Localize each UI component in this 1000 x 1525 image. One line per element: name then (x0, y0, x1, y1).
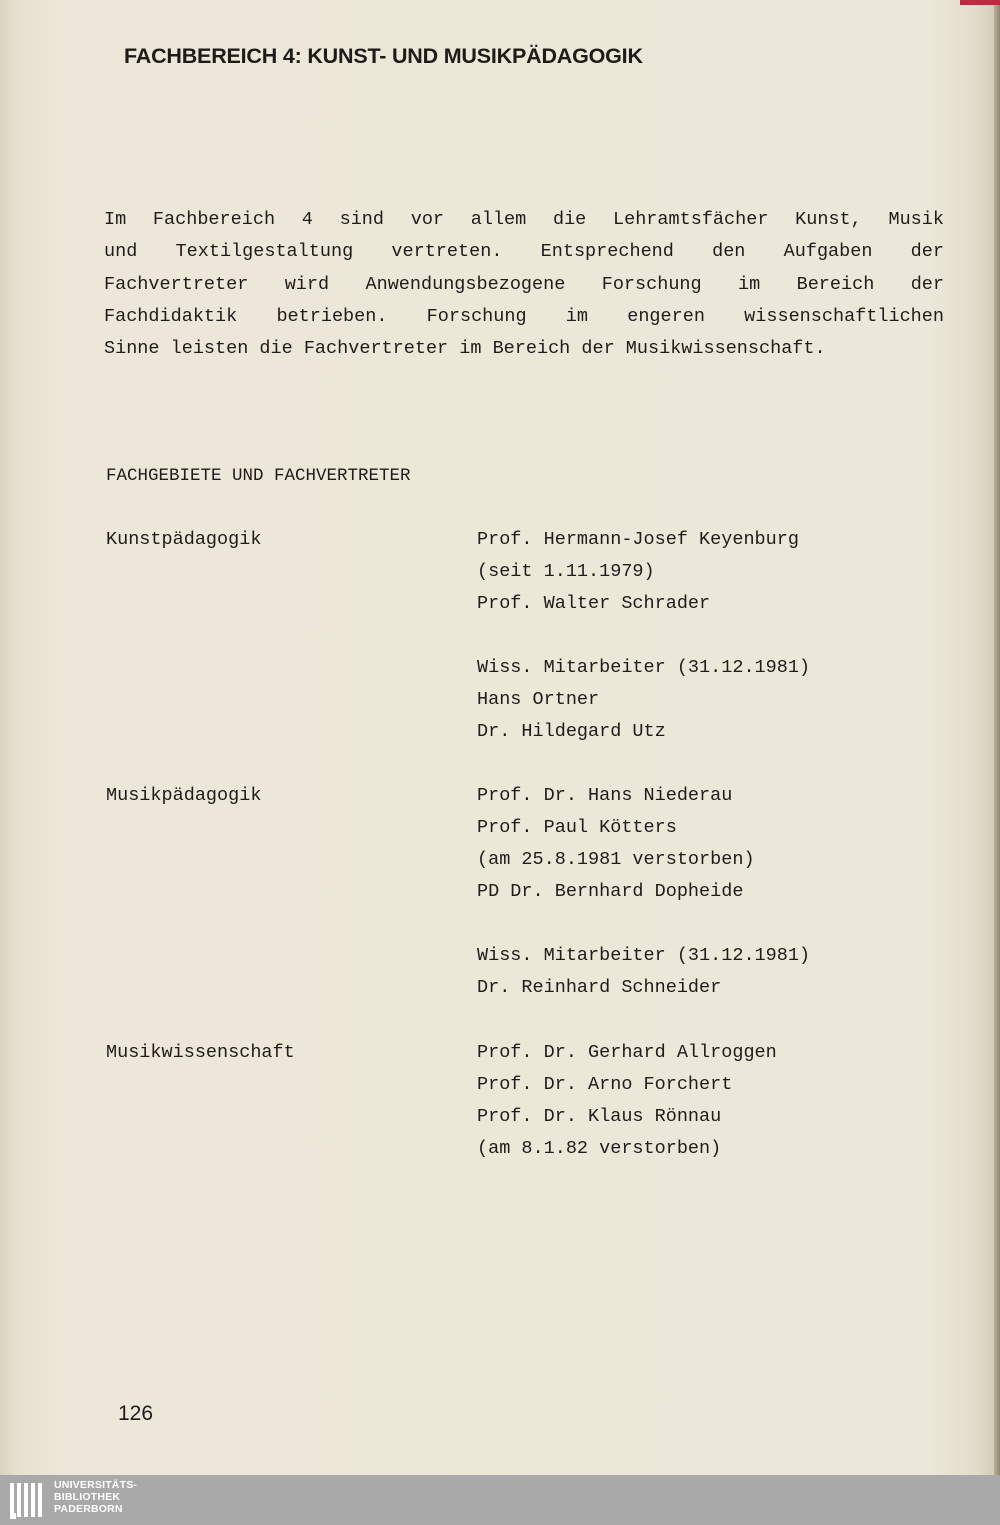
faculty-entry: Prof. Hermann-Josef Keyenburg (477, 529, 799, 550)
intro-paragraph (104, 204, 944, 365)
bookmark-edge (960, 0, 1000, 5)
faculty-entry: Prof. Paul Kötters (477, 817, 677, 838)
faculty-entry: Prof. Dr. Hans Niederau (477, 785, 733, 806)
page-number: 126 (118, 1402, 154, 1425)
library-name (54, 1479, 137, 1515)
faculty-entry: Prof. Dr. Arno Forchert (477, 1074, 733, 1095)
faculty-entry: Hans Ortner (477, 689, 600, 710)
faculty-entry: PD Dr. Bernhard Dopheide (477, 881, 744, 902)
faculty-entry: (seit 1.11.1979) (477, 561, 655, 582)
intro-line: Sinne leisten die Fachvertreter im Bereich der Musikwissenschaft. (104, 338, 826, 360)
intro-line: und Textilgestaltung vertreten. Entsprechend den Aufgaben der (104, 241, 944, 263)
section-title: FACHGEBIETE UND FACHVERTRETER (106, 466, 411, 486)
field-label-kunst: Kunstpädagogik (106, 529, 262, 550)
faculty-entry: Wiss. Mitarbeiter (31.12.1981) (477, 657, 811, 678)
library-name-line: BIBLIOTHEK (54, 1491, 121, 1503)
faculty-entry: Dr. Hildegard Utz (477, 721, 666, 742)
faculty-entry: Prof. Walter Schrader (477, 593, 711, 614)
faculty-entry: Dr. Reinhard Schneider (477, 977, 722, 998)
faculty-entry: Prof. Dr. Klaus Rönnau (477, 1106, 722, 1127)
faculty-entry: (am 8.1.82 verstorben) (477, 1138, 722, 1159)
intro-line: Fachdidaktik betrieben. Forschung im engeren wissenschaftlichen (104, 305, 944, 327)
library-name-line: PADERBORN (54, 1503, 123, 1515)
page-title: FACHBEREICH 4: KUNST- UND MUSIKPÄDAGOGIK (124, 44, 643, 68)
library-footer (0, 1475, 1000, 1525)
intro-line: Fachvertreter wird Anwendungsbezogene Forschung im Bereich der (104, 273, 944, 295)
library-name-line: UNIVERSITÄTS- (54, 1479, 138, 1491)
field-label-wissenschaft: Musikwissenschaft (106, 1042, 295, 1063)
faculty-entry: (am 25.8.1981 verstorben) (477, 849, 755, 870)
faculty-entry: Prof. Dr. Gerhard Allroggen (477, 1042, 777, 1063)
intro-line: Im Fachbereich 4 sind vor allem die Lehramtsfächer Kunst, Musik (104, 209, 944, 230)
page-edge (994, 0, 1000, 1475)
field-label-musik: Musikpädagogik (106, 785, 262, 806)
faculty-entry: Wiss. Mitarbeiter (31.12.1981) (477, 945, 811, 966)
library-logo-icon (8, 1479, 48, 1521)
